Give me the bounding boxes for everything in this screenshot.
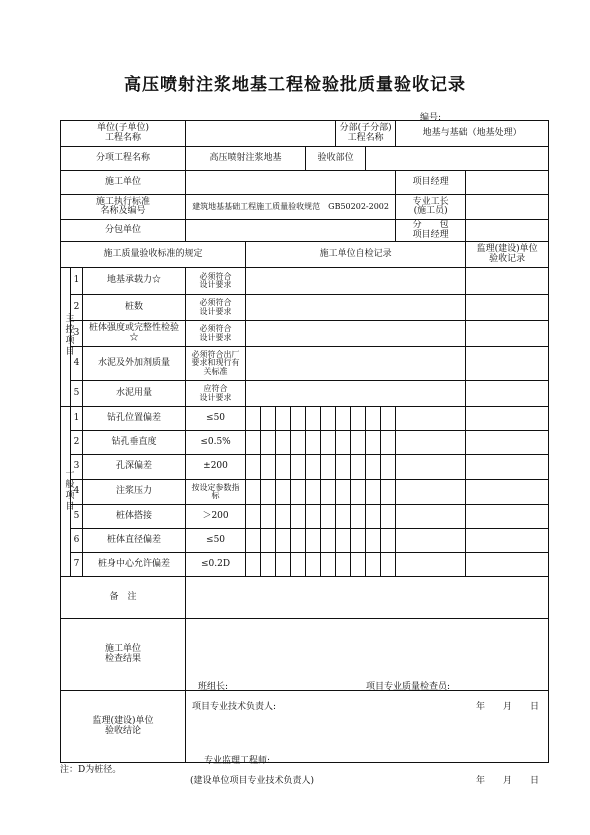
measure-cell[interactable] — [291, 407, 306, 431]
item-name: 桩身中心允许偏差 — [83, 553, 186, 577]
supervision-cell[interactable] — [466, 347, 549, 381]
constructor-value[interactable] — [186, 171, 396, 195]
measure-cell[interactable] — [306, 553, 321, 577]
item-number: 3 — [71, 321, 83, 347]
measure-cell[interactable] — [261, 407, 276, 431]
item-number: 1 — [71, 407, 83, 431]
self-check-cell[interactable] — [246, 268, 466, 295]
item-number: 6 — [71, 529, 83, 553]
measure-cell[interactable] — [351, 505, 366, 529]
measure-cell[interactable] — [291, 455, 306, 480]
measure-cell[interactable] — [261, 431, 276, 455]
measure-cell[interactable] — [276, 529, 291, 553]
item-requirement: 必须符合 设计要求 — [186, 268, 246, 295]
foreman-label: 专业工长 (施工员) — [396, 195, 466, 220]
item-name: 桩体直径偏差 — [83, 529, 186, 553]
measure-cell[interactable] — [306, 505, 321, 529]
measure-cell[interactable] — [336, 505, 351, 529]
measure-cell[interactable] — [321, 431, 336, 455]
item-requirement: 必须符合 设计要求 — [186, 321, 246, 347]
measure-cell[interactable] — [306, 431, 321, 455]
measure-cell[interactable] — [291, 480, 306, 505]
acceptance-part-label: 验收部位 — [306, 147, 366, 171]
measure-cell[interactable] — [351, 455, 366, 480]
measure-cell[interactable] — [381, 407, 396, 431]
measure-cell[interactable] — [261, 529, 276, 553]
measure-cell[interactable] — [291, 505, 306, 529]
supervision-cell[interactable] — [466, 505, 549, 529]
item-name: 桩数 — [83, 295, 186, 321]
item-name-value: 高压喷射注浆地基 — [186, 147, 306, 171]
item-requirement: ≤0.2D — [186, 553, 246, 577]
supervision-cell[interactable] — [466, 553, 549, 577]
measure-cell[interactable] — [381, 431, 396, 455]
measure-cell[interactable] — [306, 480, 321, 505]
acceptance-part-value[interactable] — [366, 147, 549, 171]
supervision-header: 监理(建设)单位 验收记录 — [466, 242, 549, 268]
measure-cell[interactable] — [366, 431, 381, 455]
measure-cell[interactable] — [321, 455, 336, 480]
measure-cell[interactable] — [396, 553, 466, 577]
measure-cell[interactable] — [336, 480, 351, 505]
measure-cell[interactable] — [396, 505, 466, 529]
measure-cell[interactable] — [246, 553, 261, 577]
footnote: 注：D为桩径。 — [60, 765, 122, 775]
measure-cell[interactable] — [396, 407, 466, 431]
measure-cell[interactable] — [336, 407, 351, 431]
item-number: 2 — [71, 295, 83, 321]
item-requirement: 按设定参数指标 — [186, 480, 246, 505]
measure-cell[interactable] — [321, 529, 336, 553]
item-requirement: ≤0.5% — [186, 431, 246, 455]
measure-cell[interactable] — [336, 529, 351, 553]
measure-cell[interactable] — [351, 431, 366, 455]
page-title: 高压喷射注浆地基工程检验批质量验收记录 — [124, 75, 466, 95]
measure-cell[interactable] — [381, 455, 396, 480]
measure-cell[interactable] — [306, 407, 321, 431]
measure-cell[interactable] — [366, 529, 381, 553]
constructor-check-label: 施工单位 检查结果 — [61, 619, 186, 691]
item-requirement: ＞200 — [186, 505, 246, 529]
measure-cell[interactable] — [246, 407, 261, 431]
subcontractor-label: 分包单位 — [61, 220, 186, 242]
sub-pm-label: 分 包 项目经理 — [396, 220, 466, 242]
supervision-cell[interactable] — [466, 381, 549, 407]
measure-cell[interactable] — [261, 480, 276, 505]
serial-number-label: 编号: — [420, 113, 442, 123]
item-name: 地基承载力☆ — [83, 268, 186, 295]
supervision-cell[interactable] — [466, 480, 549, 505]
sub-project-label: 分部(子分部) 工程名称 — [336, 121, 396, 147]
measure-cell[interactable] — [261, 553, 276, 577]
self-check-cell[interactable] — [246, 295, 466, 321]
item-name: 桩体搭接 — [83, 505, 186, 529]
measure-cell[interactable] — [306, 529, 321, 553]
measure-cell[interactable] — [321, 407, 336, 431]
measure-cell[interactable] — [291, 529, 306, 553]
item-number: 2 — [71, 431, 83, 455]
measure-cell[interactable] — [396, 455, 466, 480]
item-number: 4 — [71, 480, 83, 505]
supervision-cell[interactable] — [466, 407, 549, 431]
unit-name-label: 单位(子单位) 工程名称 — [61, 121, 186, 147]
measure-cell[interactable] — [306, 455, 321, 480]
measure-cell[interactable] — [261, 455, 276, 480]
item-requirement: ≤50 — [186, 407, 246, 431]
measure-cell[interactable] — [351, 480, 366, 505]
self-check-cell[interactable] — [246, 381, 466, 407]
foreman-value[interactable] — [466, 195, 549, 220]
owner-tech-lead-label: (建设单位项目专业技术负责人) — [190, 775, 315, 786]
remarks-value[interactable] — [186, 577, 549, 619]
measure-cell[interactable] — [336, 431, 351, 455]
measure-cell[interactable] — [336, 553, 351, 577]
supervision-cell[interactable] — [466, 431, 549, 455]
standard-value: 建筑地基基础工程施工质量验收规范 GB50202-2002 — [186, 195, 396, 220]
spec-header: 施工质量验收标准的规定 — [61, 242, 246, 268]
item-number: 7 — [71, 553, 83, 577]
measure-cell[interactable] — [276, 455, 291, 480]
measure-cell[interactable] — [321, 505, 336, 529]
item-name: 钻孔垂直度 — [83, 431, 186, 455]
item-requirement: 应符合 设计要求 — [186, 381, 246, 407]
self-check-header: 施工单位自检记录 — [246, 242, 466, 268]
measure-cell[interactable] — [366, 505, 381, 529]
measure-cell[interactable] — [336, 455, 351, 480]
unit-name-value[interactable] — [186, 121, 336, 147]
supervision-cell[interactable] — [466, 529, 549, 553]
measure-cell[interactable] — [246, 431, 261, 455]
item-requirement: ±200 — [186, 455, 246, 480]
remarks-label: 备 注 — [61, 577, 186, 619]
measure-cell[interactable] — [276, 553, 291, 577]
measure-cell[interactable] — [246, 455, 261, 480]
item-name: 孔深偏差 — [83, 455, 186, 480]
item-number: 3 — [71, 455, 83, 480]
item-number: 1 — [71, 268, 83, 295]
measure-cell[interactable] — [351, 553, 366, 577]
standard-label: 施工执行标准 名称及编号 — [61, 195, 186, 220]
measure-cell[interactable] — [276, 505, 291, 529]
item-requirement: 必须符合 设计要求 — [186, 295, 246, 321]
item-name-label: 分项工程名称 — [61, 147, 186, 171]
item-number: 4 — [71, 347, 83, 381]
measure-cell[interactable] — [321, 480, 336, 505]
measure-cell[interactable] — [246, 505, 261, 529]
item-name: 水泥及外加剂质量 — [83, 347, 186, 381]
measure-cell[interactable] — [396, 529, 466, 553]
project-manager-value[interactable] — [466, 171, 549, 195]
quality-inspector-label: 项目专业质量检查员: — [366, 681, 451, 692]
measure-cell[interactable] — [396, 480, 466, 505]
self-check-cell[interactable] — [246, 321, 466, 347]
supervision-cell[interactable] — [466, 295, 549, 321]
project-manager-label: 项目经理 — [396, 171, 466, 195]
main-control-group-label: 主控项目 — [61, 268, 71, 407]
supervising-engineer-label: 专业监理工程师: — [204, 755, 271, 766]
subcontractor-value[interactable] — [186, 220, 396, 242]
measure-cell[interactable] — [276, 480, 291, 505]
measure-cell[interactable] — [276, 431, 291, 455]
measure-cell[interactable] — [381, 553, 396, 577]
tech-lead-label: 项目专业技术负责人: — [192, 701, 277, 712]
constructor-date: 年 月 日 — [476, 701, 540, 712]
item-name: 注浆压力 — [83, 480, 186, 505]
measure-cell[interactable] — [246, 529, 261, 553]
measure-cell[interactable] — [366, 553, 381, 577]
item-requirement: ≤50 — [186, 529, 246, 553]
measure-cell[interactable] — [291, 553, 306, 577]
general-group-label: 一般项目 — [61, 407, 71, 577]
supervision-cell[interactable] — [466, 321, 549, 347]
supervision-cell[interactable] — [466, 268, 549, 295]
constructor-check-signature[interactable] — [186, 619, 549, 712]
item-number: 5 — [71, 381, 83, 407]
supervision-date: 年 月 日 — [476, 775, 540, 786]
measure-cell[interactable] — [366, 480, 381, 505]
measure-cell[interactable] — [381, 480, 396, 505]
measure-cell[interactable] — [381, 505, 396, 529]
measure-cell[interactable] — [351, 407, 366, 431]
measure-cell[interactable] — [291, 431, 306, 455]
supervision-conclusion-label: 监理(建设)单位 验收结论 — [61, 691, 186, 763]
constructor-label: 施工单位 — [61, 171, 186, 195]
item-name: 钻孔位置偏差 — [83, 407, 186, 431]
measure-cell[interactable] — [351, 529, 366, 553]
team-leader-label: 班组长: — [198, 681, 229, 692]
measure-cell[interactable] — [396, 431, 466, 455]
sub-project-value: 地基与基础（地基处理） — [396, 121, 549, 147]
item-name: 桩体强度或完整性检验☆ — [83, 321, 186, 347]
measure-cell[interactable] — [276, 407, 291, 431]
self-check-cell[interactable] — [246, 347, 466, 381]
measure-cell[interactable] — [321, 553, 336, 577]
measure-cell[interactable] — [366, 455, 381, 480]
item-number: 5 — [71, 505, 83, 529]
measure-cell[interactable] — [366, 407, 381, 431]
measure-cell[interactable] — [246, 480, 261, 505]
supervision-cell[interactable] — [466, 455, 549, 480]
item-name: 水泥用量 — [83, 381, 186, 407]
sub-pm-value[interactable] — [466, 220, 549, 242]
item-requirement: 必须符合出厂 要求和现行有 关标准 — [186, 347, 246, 381]
measure-cell[interactable] — [261, 505, 276, 529]
measure-cell[interactable] — [381, 529, 396, 553]
